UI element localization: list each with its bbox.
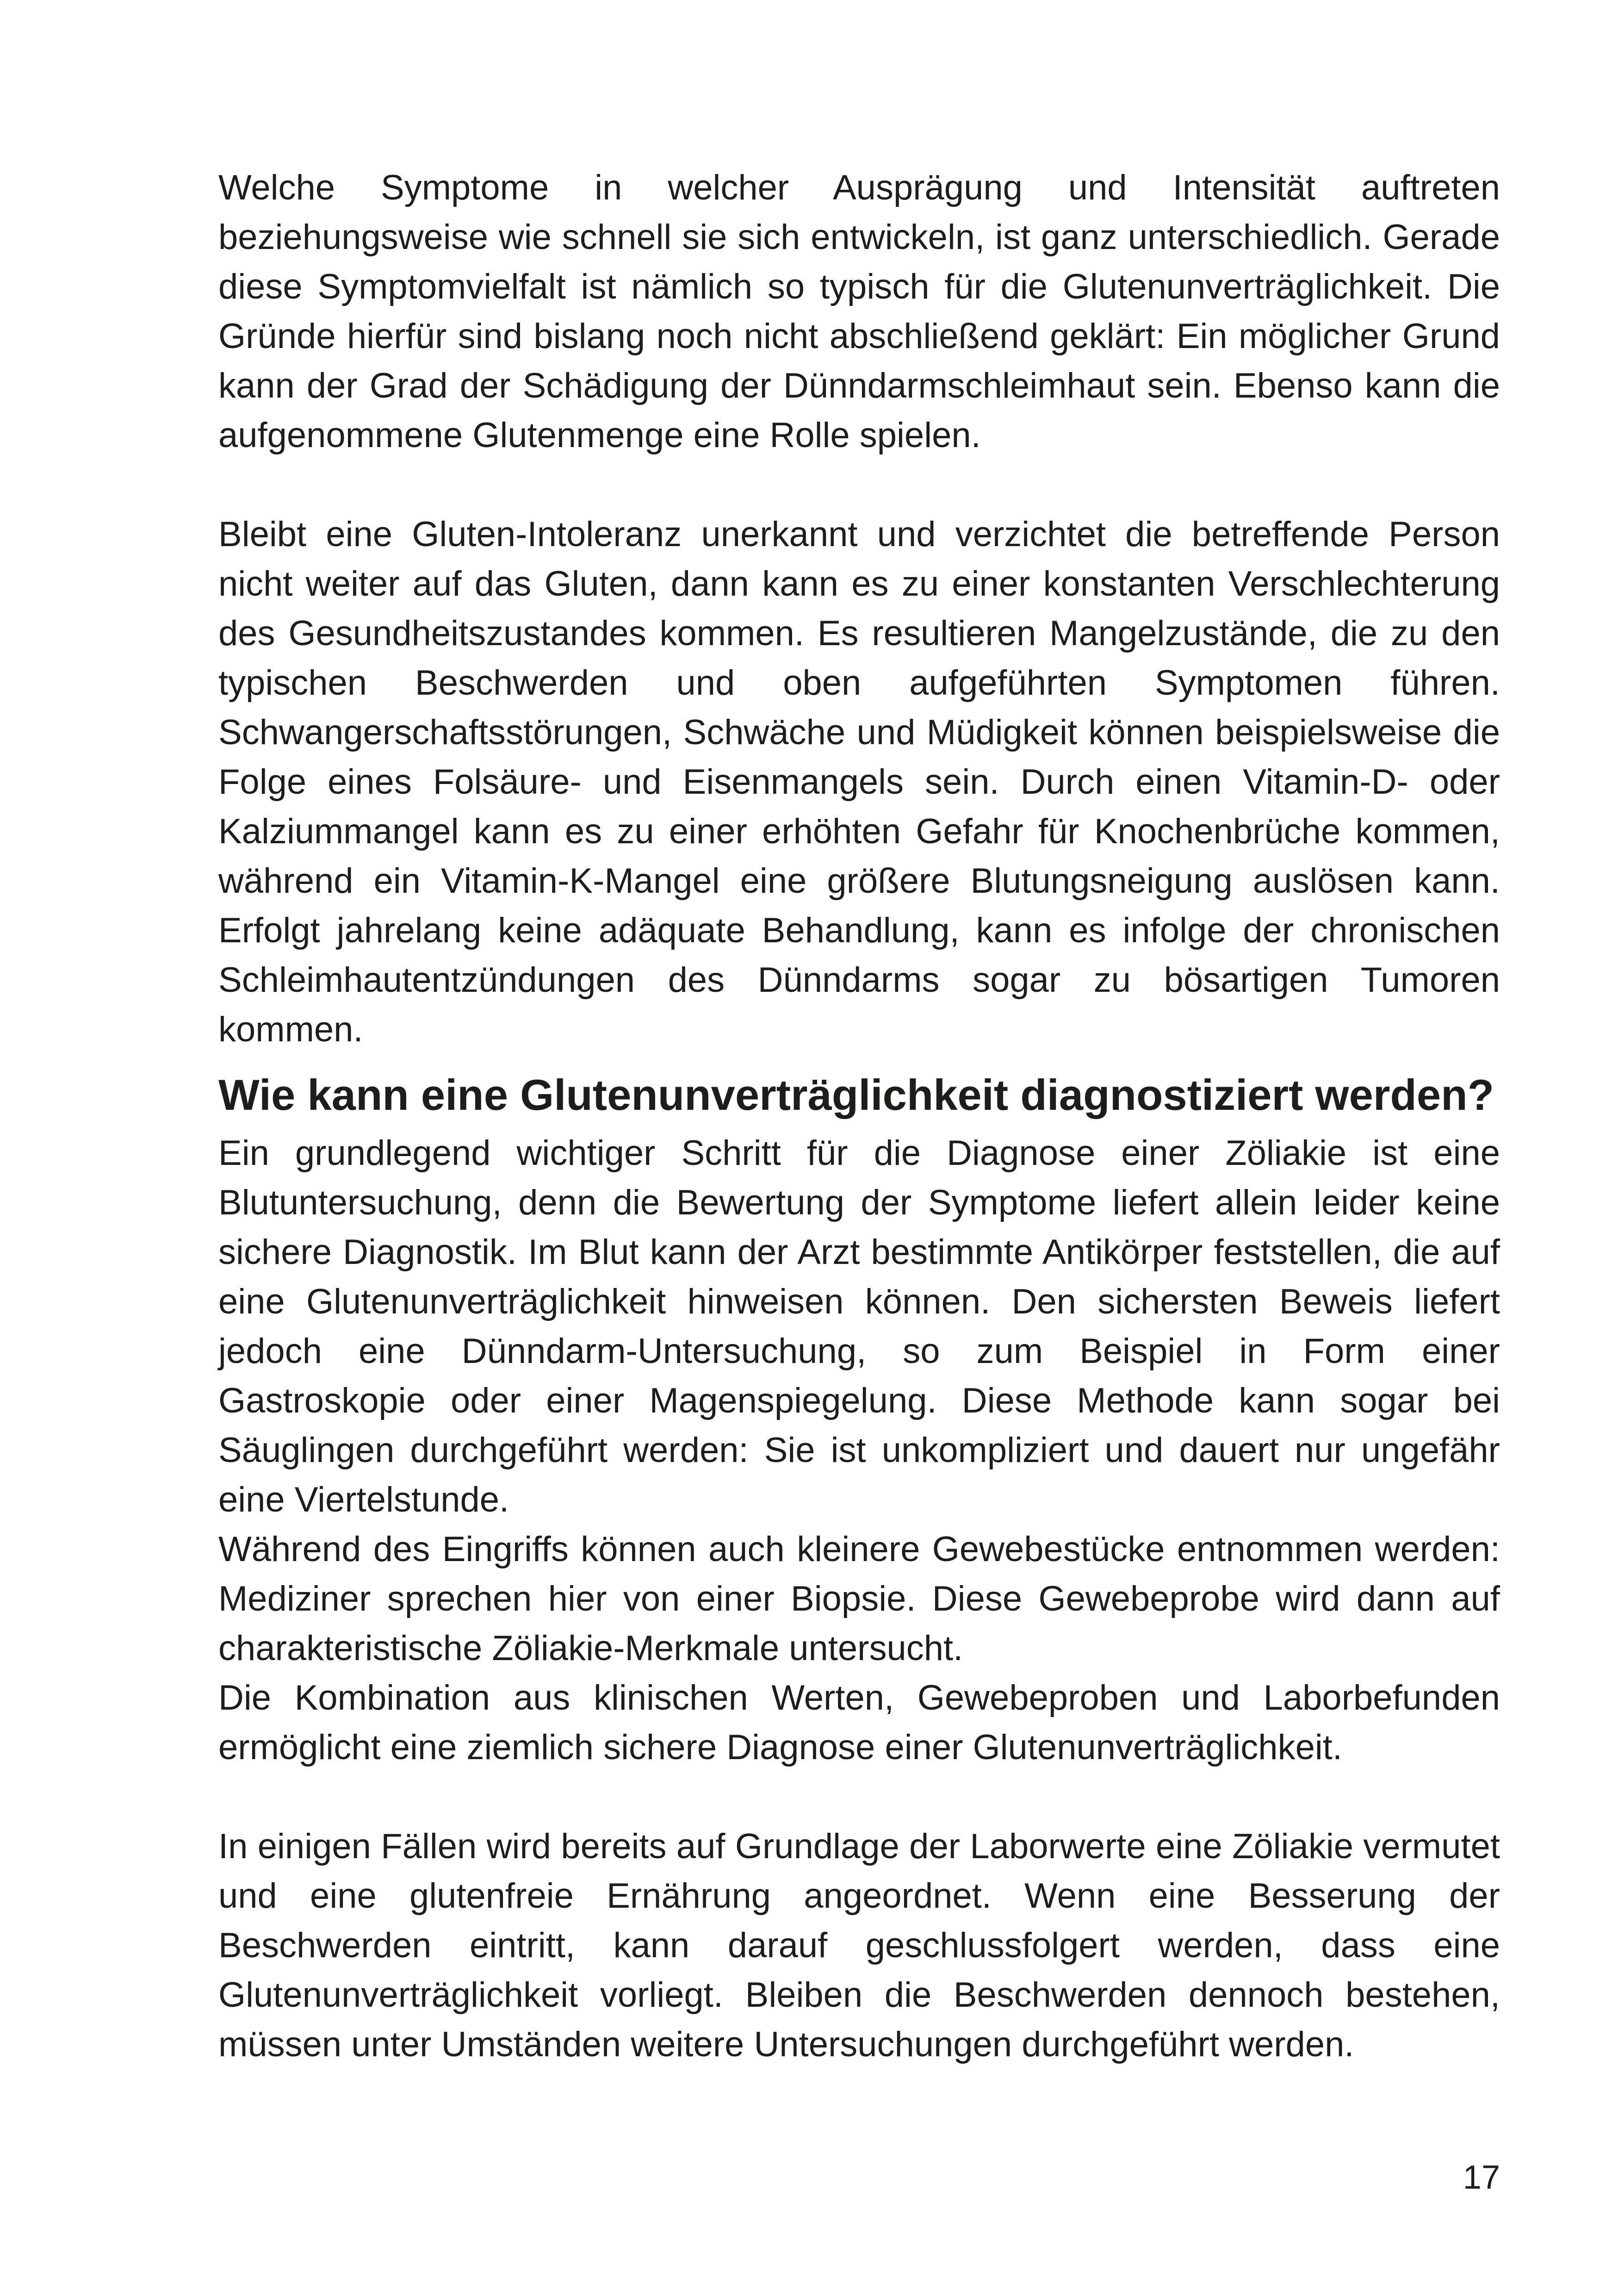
paragraph-lab-values: In einigen Fällen wird bereits auf Grundlage der Laborwerte eine Zöliakie vermutet und eine glutenfreie Ernährung angeordnet. Wenn eine Besserung der Beschwerden eintritt, kann darauf geschlussfolgert werden, dass eine Glutenunverträglichkeit vorliegt. Bleiben die Beschwerden dennoch bestehen, müssen unter Umständen weitere Untersuchungen durchgeführt werden. xyxy=(218,1827,1500,2064)
paragraph-combination-diagnosis: Die Kombination aus klinischen Werten, Gewebeproben und Laborbefunden ermöglicht eine ziemlich sichere Diagnose einer Glutenunverträglichkeit. xyxy=(218,1678,1500,1767)
paragraph-blood-test: Ein grundlegend wichtiger Schritt für die Diagnose einer Zöliakie ist eine Blutuntersuchung, denn die Bewertung der Symptome liefert allein leider keine sichere Diagnostik. Im Blut kann der Arzt bestimmte Antikörper feststellen, die auf eine Glutenunverträglichkeit hinweisen können. Den sichersten Beweis liefert jedoch eine Dünndarm-Untersuchung, so zum Beispiel in Form einer Gastroskopie oder einer Magenspiegelung. Diese Methode kann sogar bei Säuglingen durchgeführt werden: Sie ist unkompliziert und dauert nur ungefähr eine Viertelstunde. xyxy=(218,1133,1500,1519)
page-number: 17 xyxy=(1463,2159,1500,2196)
paragraph-symptom-variety: Welche Symptome in welcher Ausprägung und Intensität auftreten beziehungsweise wie schnell sie sich entwickeln, ist ganz unterschiedlich. Gerade diese Symptomvielfalt ist nämlich so typisch für die Glutenunverträglichkeit. Die Gründe hierfür sind bislang noch nicht abschließend geklärt: Ein möglicher Grund kann der Grad der Schädigung der Dünndarmschleimhaut sein. Ebenso kann die aufgenommene Glutenmenge eine Rolle spielen. xyxy=(218,168,1500,455)
section-heading-diagnosis: Wie kann eine Glutenunverträglichkeit diagnostiziert werden? xyxy=(218,1070,1494,1119)
paragraph-biopsy: Während des Eingriffs können auch kleinere Gewebestücke entnommen werden: Mediziner sprechen hier von einer Biopsie. Diese Gewebeprobe wird dann auf charakteristische Zöliakie-Merkmale untersucht. xyxy=(218,1530,1500,1668)
page-content xyxy=(218,163,1500,2069)
paragraph-undiagnosed-consequences: Bleibt eine Gluten-Intoleranz unerkannt und verzichtet die betreffende Person nicht weiter auf das Gluten, dann kann es zu einer konstanten Verschlechterung des Gesundheitszustandes kommen. Es resultieren Mangelzustände, die zu den typischen Beschwerden und oben aufgeführten Symptomen führen. Schwangerschaftsstörungen, Schwäche und Müdigkeit können beispielsweise die Folge eines Folsäure- und Eisenmangels sein. Durch einen Vitamin-D- oder Kalziummangel kann es zu einer erhöhten Gefahr für Knochenbrüche kommen, während ein Vitamin-K-Mangel eine größere Blutungsneigung auslösen kann. Erfolgt jahrelang keine adäquate Behandlung, kann es infolge der chronischen Schleimhautentzündungen des Dünndarms sogar zu bösartigen Tumoren kommen. xyxy=(218,515,1500,1049)
